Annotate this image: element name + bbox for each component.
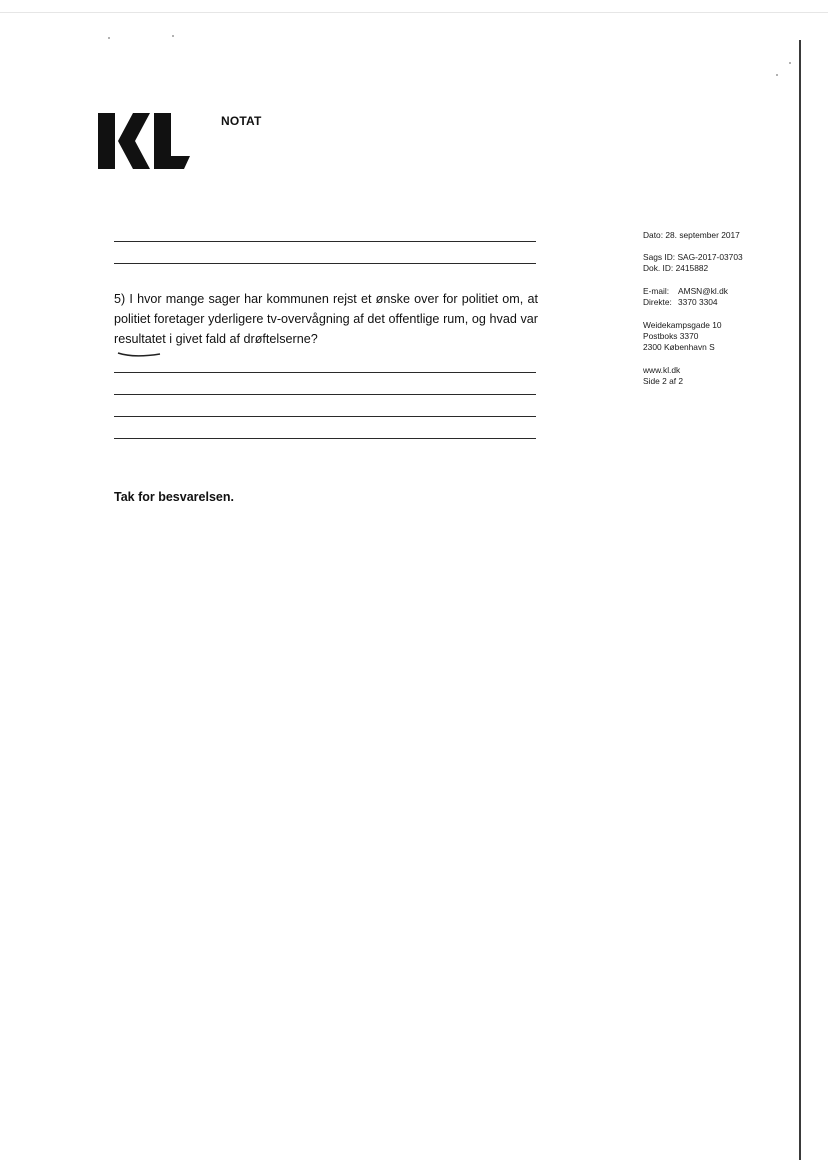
address-city: 2300 København S	[643, 342, 715, 352]
kl-logo	[98, 113, 190, 169]
address-street: Weidekampsgade 10	[643, 320, 722, 330]
meta-date	[643, 230, 740, 241]
handwritten-dash	[117, 350, 161, 360]
email-label: E-mail:	[643, 286, 670, 296]
email-row	[643, 286, 728, 297]
address-box: Postboks 3370	[643, 331, 699, 341]
page-number: Side 2 af 2	[643, 376, 684, 386]
case-id-line: Sags ID: SAG-2017-03703	[643, 252, 743, 262]
date-line: Dato: 28. september 2017	[643, 230, 740, 240]
answer-line	[114, 372, 536, 373]
email-link[interactable]: AMSN@kl.dk	[678, 286, 728, 296]
meta-web	[643, 365, 683, 387]
closing-text: Tak for besvarelsen.	[114, 490, 234, 504]
website-link[interactable]: www.kl.dk	[643, 365, 681, 375]
scan-speck	[776, 74, 778, 76]
meta-address	[643, 320, 722, 353]
document-id-line: Dok. ID: 2415882	[643, 263, 709, 273]
question-text: 5) I hvor mange sager har kommunen rejst et ønske over for politiet om, at politiet foretager yderligere tv-overvågning af det offentlige rum, og hvad var resultatet i givet fald af drøftelserne?	[114, 292, 538, 346]
answer-line	[114, 416, 536, 417]
meta-case	[643, 252, 743, 274]
meta-contact	[643, 286, 728, 308]
document-type-label: NOTAT	[221, 114, 262, 128]
scan-speck	[172, 35, 174, 37]
scan-edge-top	[0, 12, 828, 13]
direct-phone-row	[643, 297, 728, 308]
scan-speck	[108, 37, 110, 39]
answer-line	[114, 394, 536, 395]
answer-line	[114, 263, 536, 264]
direct-phone-value: 3370 3304	[678, 297, 718, 307]
answer-line	[114, 241, 536, 242]
direct-phone-label: Direkte:	[643, 297, 672, 307]
scan-speck	[789, 62, 791, 64]
answer-line	[114, 438, 536, 439]
scan-edge-right	[799, 40, 801, 1160]
